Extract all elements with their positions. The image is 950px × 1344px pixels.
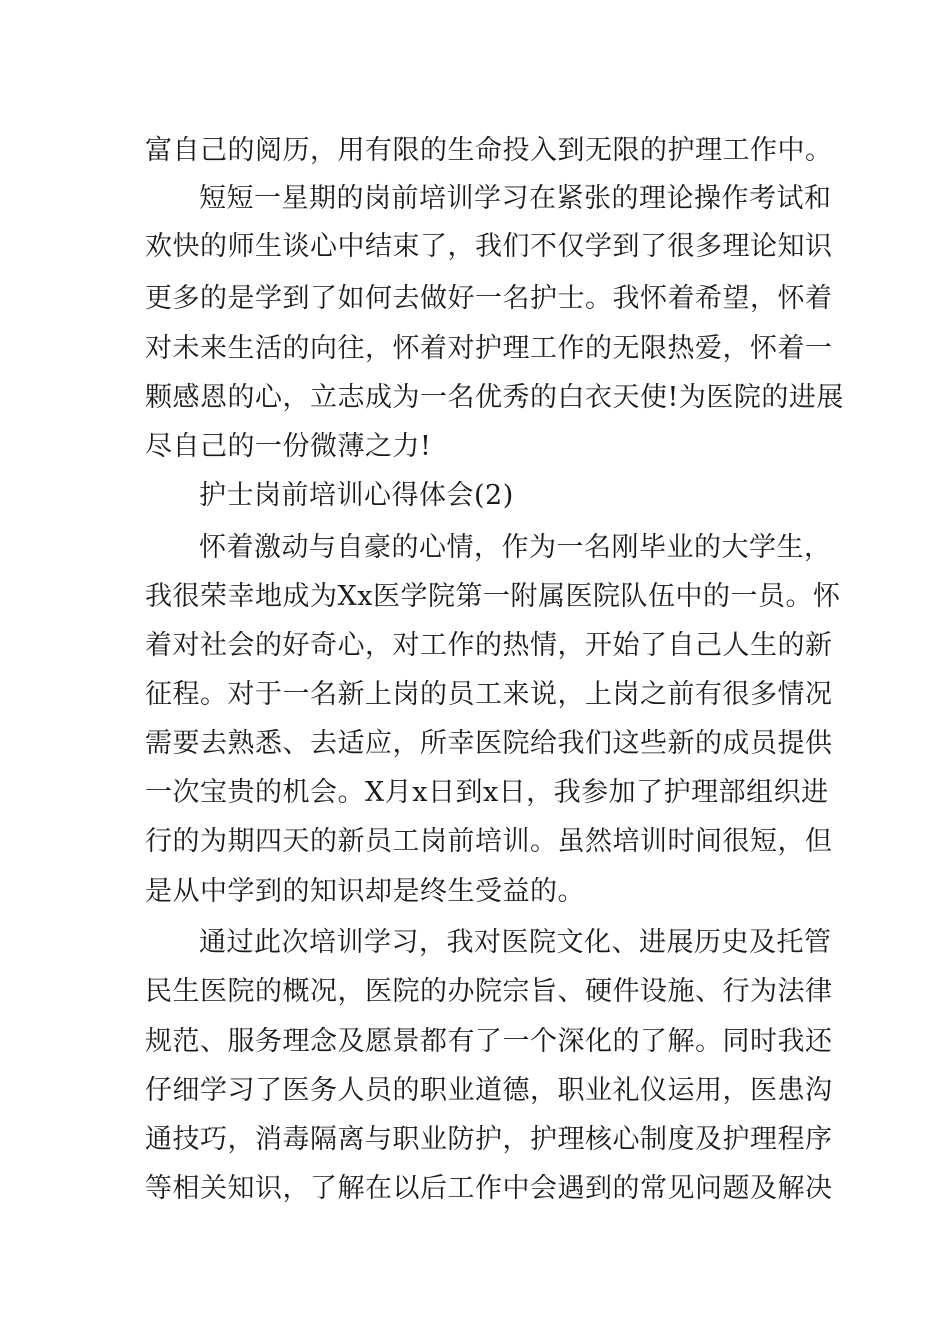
text-line: 行的为期四天的新员工岗前培训。虽然培训时间很短，但 bbox=[145, 826, 833, 857]
text-line: 着对社会的好奇心，对工作的热情，开始了自己人生的新 bbox=[145, 630, 833, 661]
paragraph-first-line: 怀着激动与自豪的心情，作为一名刚毕业的大学生， bbox=[199, 532, 832, 563]
text-line: 颗感恩的心，立志成为一名优秀的白衣天使!为医院的进展 bbox=[145, 382, 844, 413]
paragraph-first-line: 通过此次培训学习，我对医院文化、进展历史及托管 bbox=[199, 927, 832, 958]
section-heading: 护士岗前培训心得体会(2) bbox=[199, 480, 514, 511]
text-line: 我很荣幸地成为Xx医学院第一附属医院队伍中的一员。怀 bbox=[145, 581, 841, 612]
text-line: 更多的是学到了如何去做好一名护士。我怀着希望，怀着 bbox=[145, 283, 833, 314]
text-line: 规范、服务理念及愿景都有了一个深化的了解。同时我还 bbox=[145, 1026, 833, 1057]
text-line: 征程。对于一名新上岗的员工来说，上岗之前有很多情况 bbox=[145, 679, 833, 710]
text-line: 等相关知识，了解在以后工作中会遇到的常见问题及解决 bbox=[145, 1173, 833, 1204]
text-line: 通技巧，消毒隔离与职业防护，护理核心制度及护理程序 bbox=[145, 1124, 833, 1155]
text-line: 是从中学到的知识却是终生受益的。 bbox=[145, 876, 585, 907]
text-line: 欢快的师生谈心中结束了，我们不仅学到了很多理论知识 bbox=[145, 231, 833, 262]
text-line: 富自己的阅历，用有限的生命投入到无限的护理工作中。 bbox=[145, 135, 833, 166]
text-line: 需要去熟悉、去适应，所幸医院给我们这些新的成员提供 bbox=[145, 728, 833, 759]
text-line: 民生医院的概况，医院的办院宗旨、硬件设施、行为法律 bbox=[145, 976, 833, 1007]
text-line: 对未来生活的向往，怀着对护理工作的无限热爱，怀着一 bbox=[145, 333, 833, 364]
text-line: 一次宝贵的机会。X月x日到x日，我参加了护理部组织进 bbox=[145, 777, 829, 808]
text-line: 尽自己的一份微薄之力! bbox=[145, 431, 432, 462]
text-line: 仔细学习了医务人员的职业道德，职业礼仪运用，医患沟 bbox=[145, 1075, 833, 1106]
paragraph-first-line: 短短一星期的岗前培训学习在紧张的理论操作考试和 bbox=[199, 183, 832, 214]
